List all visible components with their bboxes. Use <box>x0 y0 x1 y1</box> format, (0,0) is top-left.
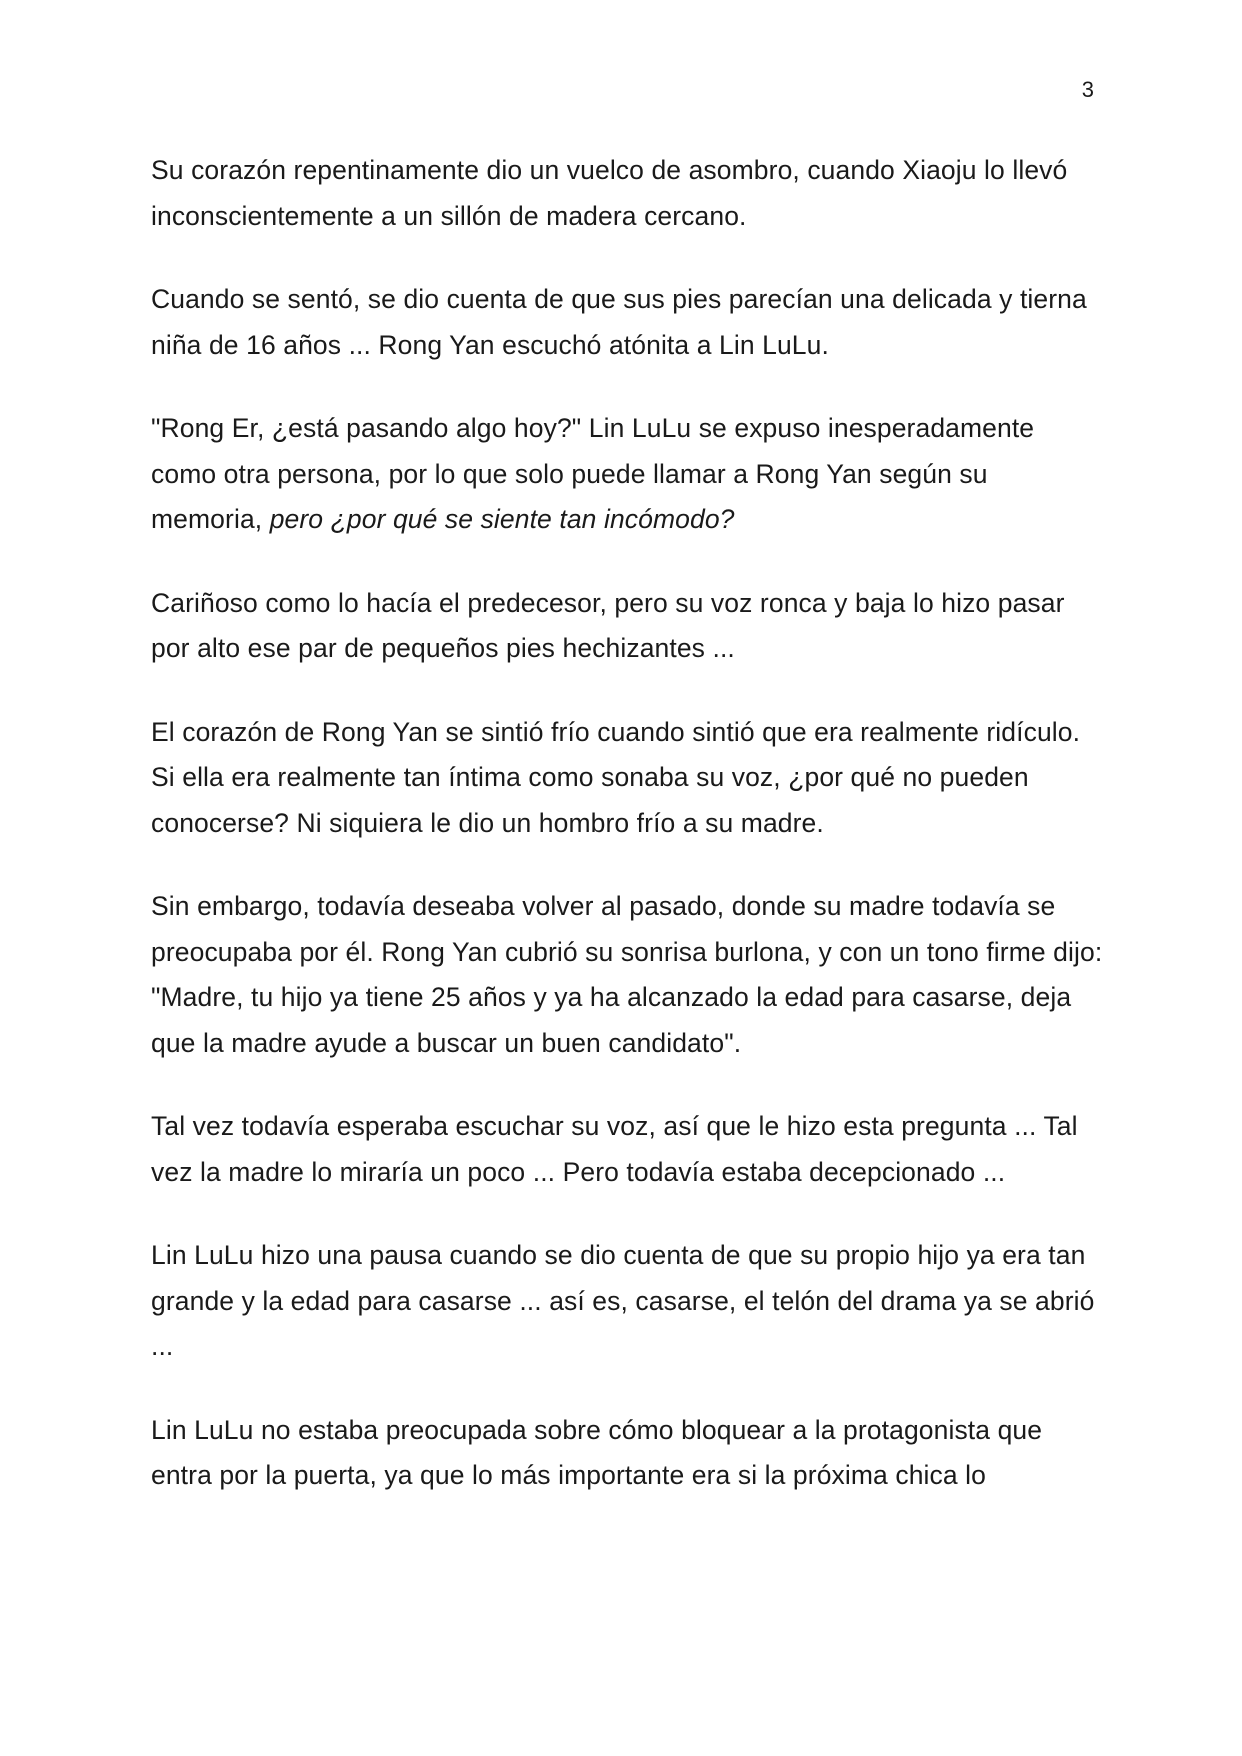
paragraph-7 <box>151 1104 1103 1195</box>
paragraph-2 <box>151 277 1103 368</box>
paragraph-text: "Rong Er, ¿está pasando algo hoy?" Lin LuLu se expuso inesperadamente como otra persona, por lo que solo puede llamar a Rong Yan según su memoria, <box>151 413 1035 534</box>
paragraph-text: Su corazón repentinamente dio un vuelco de asombro, cuando Xiaoju lo llevó inconscientemente a un sillón de madera cercano. <box>151 155 1068 231</box>
paragraph-italic-text: pero ¿por qué se siente tan incómodo? <box>269 504 735 534</box>
paragraph-text: Cuando se sentó, se dio cuenta de que sus pies parecían una delicada y tierna niña de 16 años ... Rong Yan escuchó atónita a Lin LuLu. <box>151 284 1087 360</box>
paragraph-text: Sin embargo, todavía deseaba volver al pasado, donde su madre todavía se preocupaba por él. Rong Yan cubrió su sonrisa burlona, y con un tono firme dijo: "Madre, tu hijo ya tiene 25 años y ya ha alcanzado la edad para casarse, deja que la madre ayude a buscar un buen candidato". <box>151 891 1103 1058</box>
paragraph-3 <box>151 406 1103 543</box>
paragraph-4 <box>151 581 1103 672</box>
paragraph-text: Lin LuLu no estaba preocupada sobre cómo bloquear a la protagonista que entra por la puerta, ya que lo más importante era si la próxima chica lo <box>151 1414 1043 1490</box>
paragraph-9 <box>151 1408 1103 1499</box>
paragraph-1 <box>151 148 1103 239</box>
paragraph-5 <box>151 710 1103 847</box>
body-text <box>151 148 1103 1537</box>
paragraph-8 <box>151 1233 1103 1370</box>
paragraph-text: Tal vez todavía esperaba escuchar su voz, así que le hizo esta pregunta ... Tal vez la madre lo miraría un poco ... Pero todavía estaba decepcionado ... <box>151 1111 1078 1187</box>
paragraph-text: Cariñoso como lo hacía el predecesor, pero su voz ronca y baja lo hizo pasar por alto ese par de pequeños pies hechizantes ... <box>151 587 1065 663</box>
paragraph-6 <box>151 884 1103 1066</box>
paragraph-text: El corazón de Rong Yan se sintió frío cuando sintió que era realmente ridículo. Si ella era realmente tan íntima como sonaba su voz, ¿por qué no pueden conocerse? Ni siquiera le dio un hombro frío a su madre. <box>151 716 1081 838</box>
page-number: 3 <box>1081 77 1094 102</box>
paragraph-text: Lin LuLu hizo una pausa cuando se dio cuenta de que su propio hijo ya era tan grande y la edad para casarse ... así es, casarse, el telón del drama ya se abrió ... <box>151 1240 1095 1361</box>
